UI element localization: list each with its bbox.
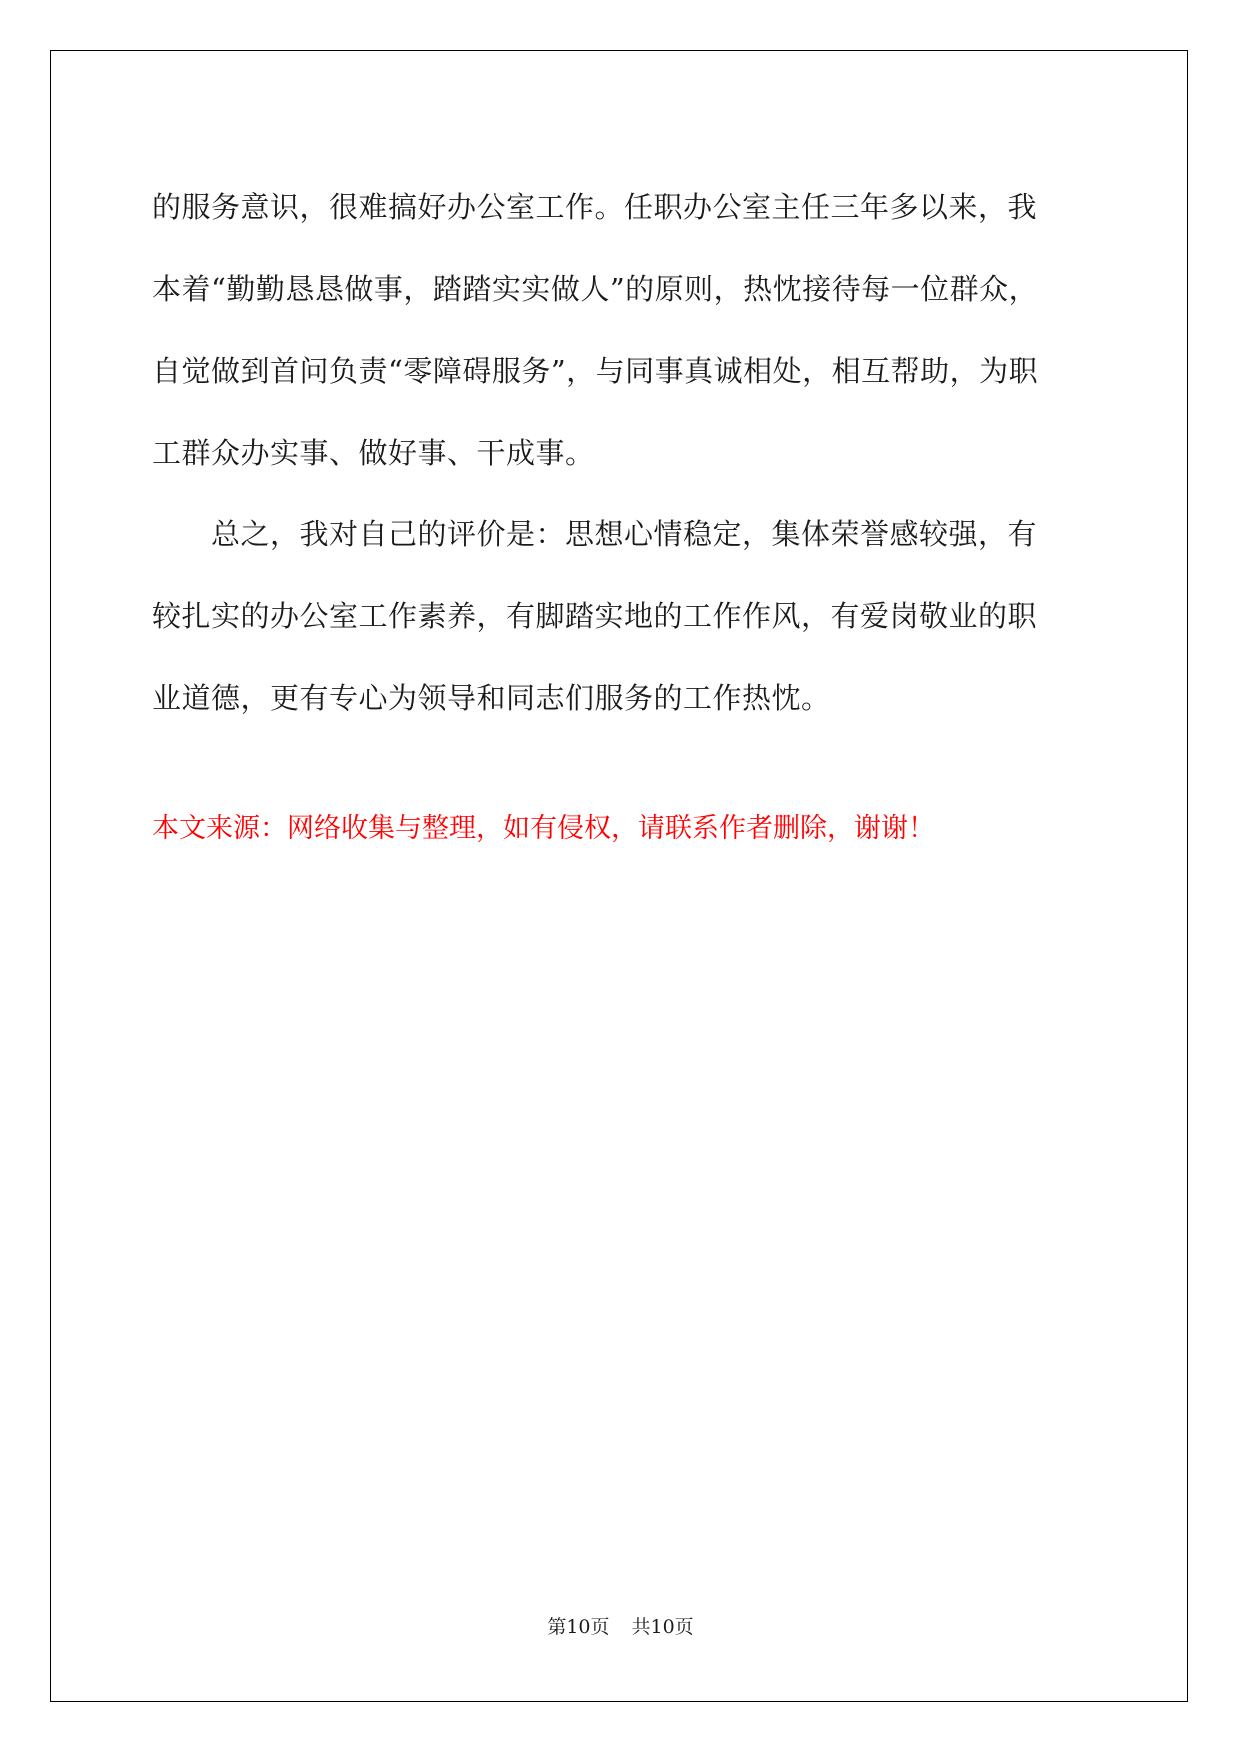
paragraph-1-line: 工群众办实事、做好事、干成事。	[152, 436, 595, 470]
paragraph-1	[152, 166, 1092, 494]
page-number-total: 共10页	[631, 1616, 694, 1638]
paragraph-2-line: 总之，我对自己的评价是：思想心情稳定，集体荣誉感较强，有	[152, 517, 1038, 551]
paragraph-1-line: 的服务意识，很难搞好办公室工作。任职办公室主任三年多以来，我	[152, 190, 1038, 224]
page-footer	[0, 1612, 1241, 1639]
paragraph-2-line: 较扎实的办公室工作素养，有脚踏实地的工作作风，有爱岗敬业的职	[152, 599, 1038, 633]
source-note: 本文来源：网络收集与整理，如有侵权，请联系作者删除，谢谢！	[152, 813, 935, 844]
paragraph-1-line: 自觉做到首问负责“零障碍服务”，与同事真诚相处，相互帮助，为职	[152, 354, 1039, 388]
paragraph-1-line: 本着“勤勤恳恳做事，踏踏实实做人”的原则，热忱接待每一位群众，	[152, 272, 1039, 306]
paragraph-2	[152, 493, 1092, 739]
paragraph-2-line: 业道德，更有专心为领导和同志们服务的工作热忱。	[152, 681, 831, 715]
page-number-current: 第10页	[547, 1616, 610, 1638]
